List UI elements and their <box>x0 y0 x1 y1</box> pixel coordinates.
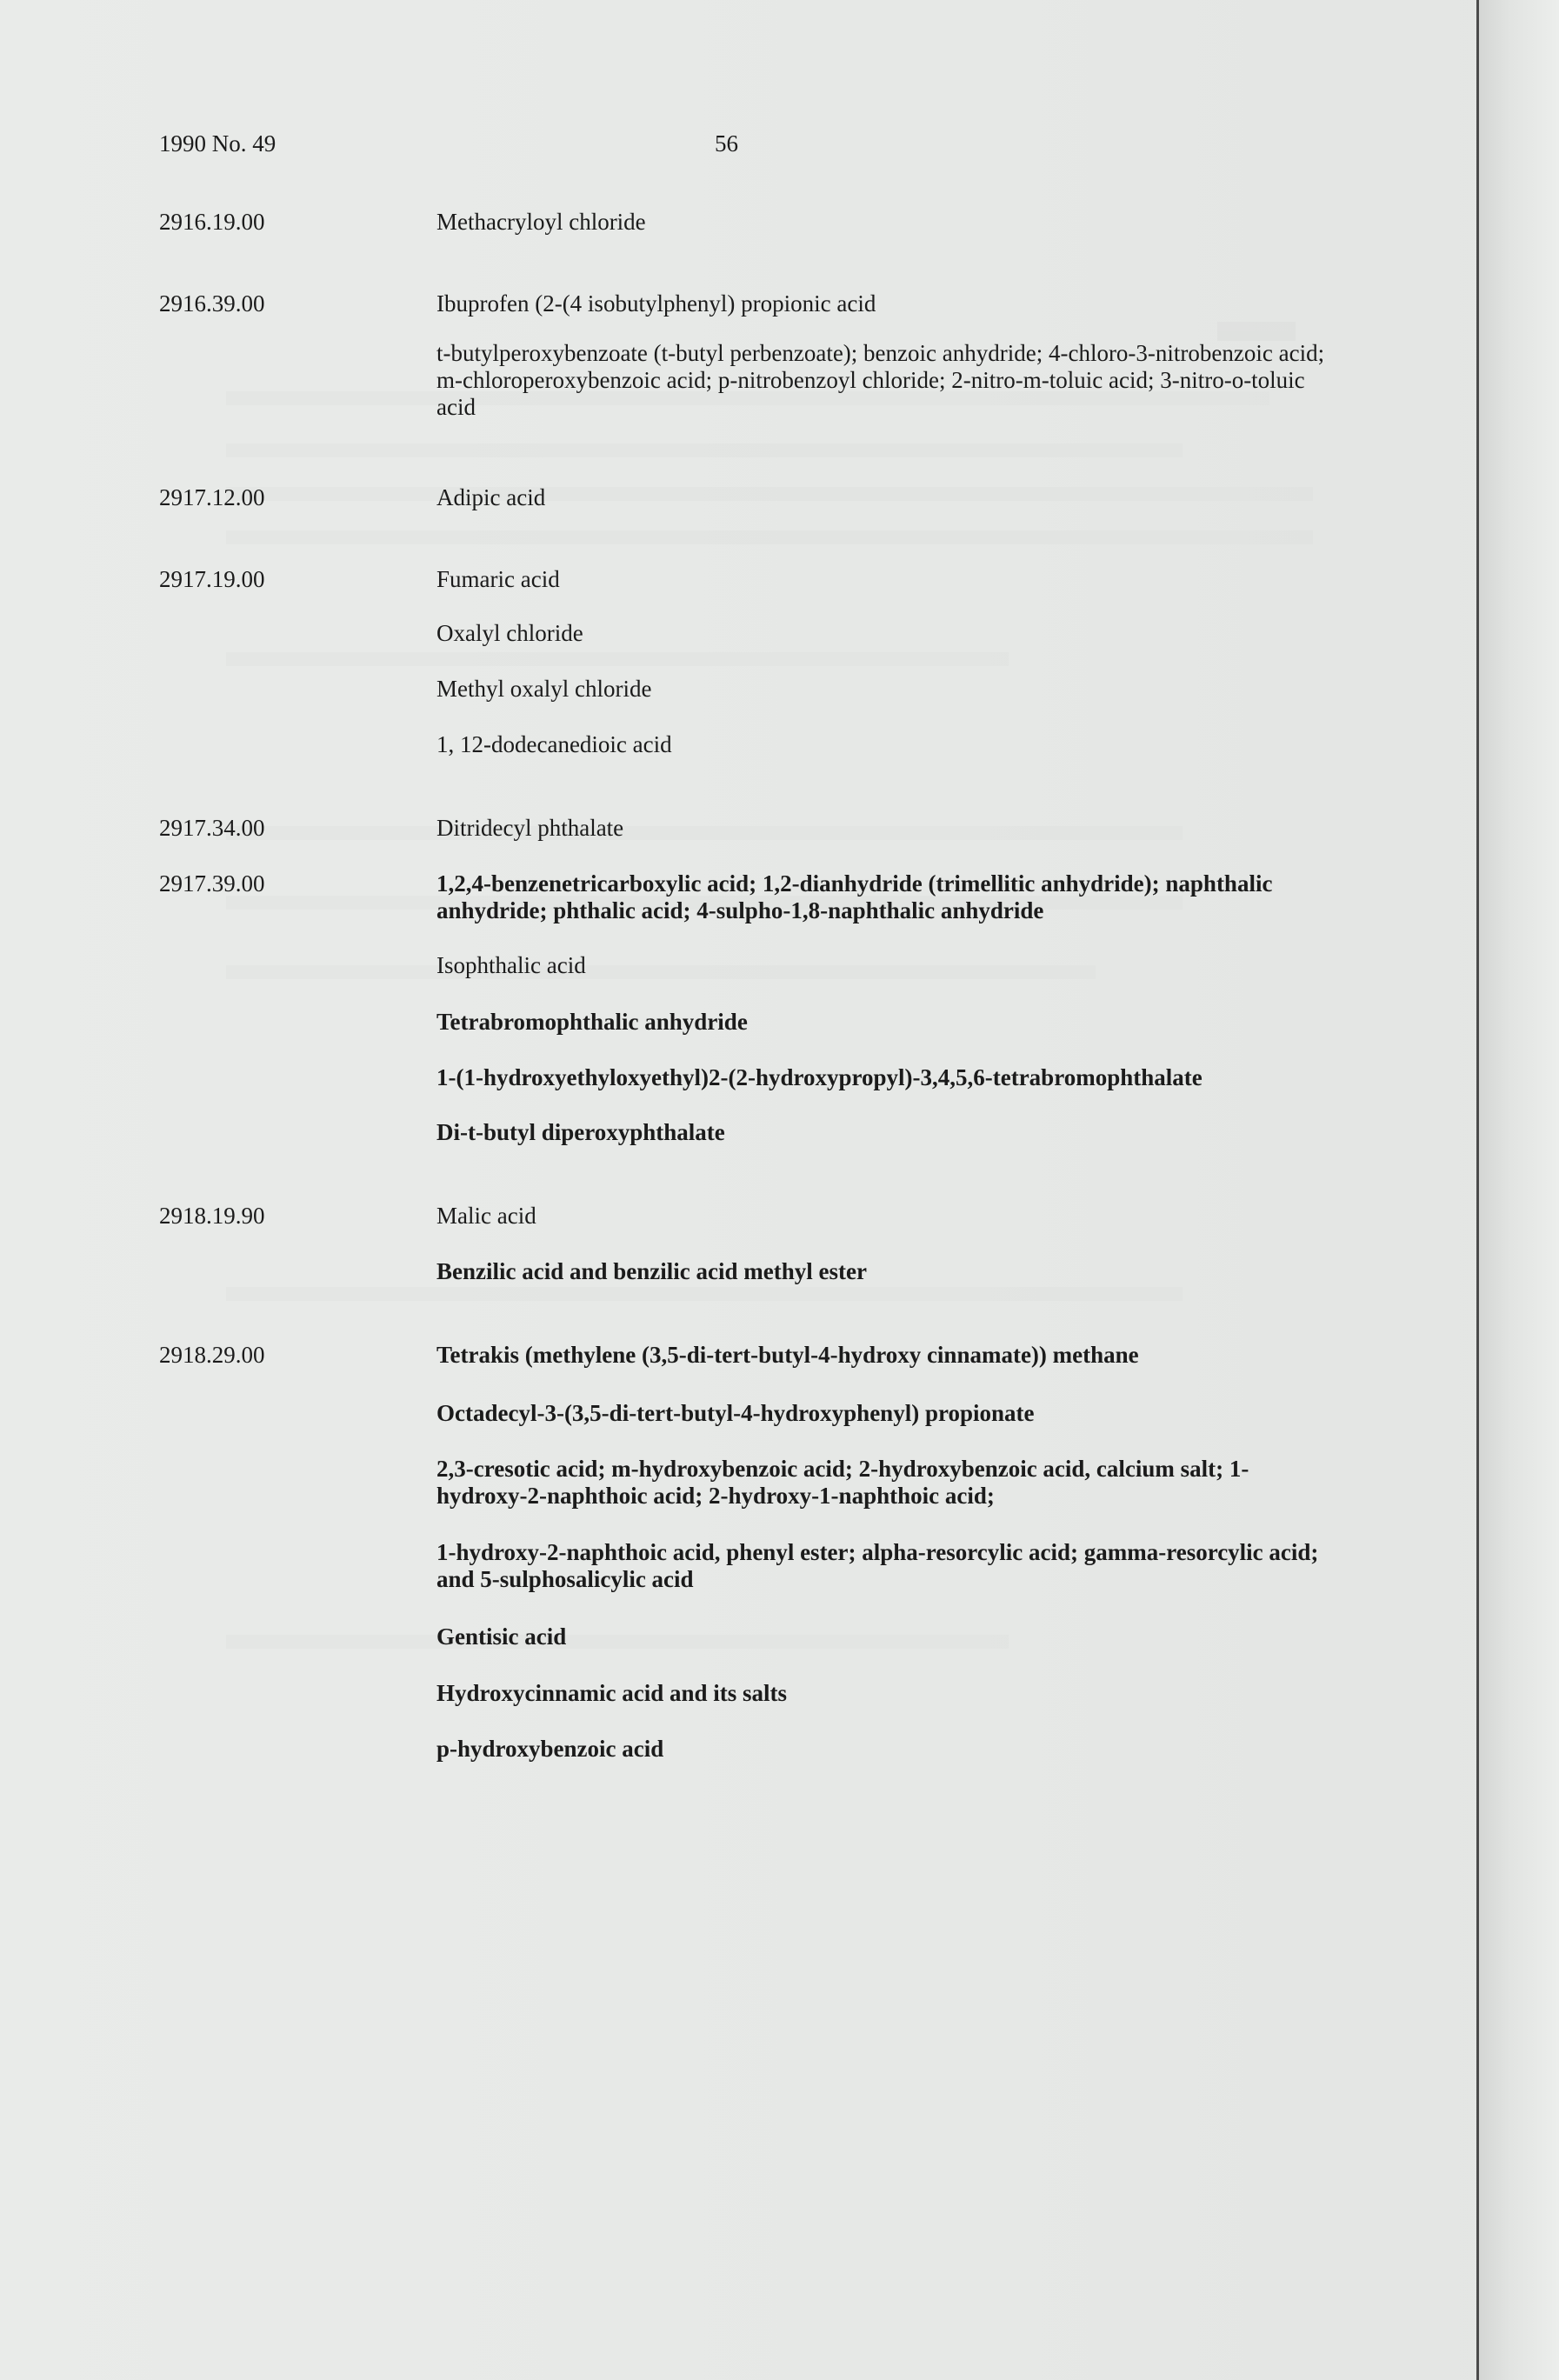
item-description: Oxalyl chloride <box>436 620 583 646</box>
tariff-code: 2917.34.00 <box>159 815 265 841</box>
item-description: 2,3-cresotic acid; m-hydroxybenzoic acid; 2-hydroxybenzoic acid, calcium salt; 1-hydroxy-2-naphthoic acid; 2-hydroxy-1-naphthoic acid; <box>436 1456 1249 1509</box>
item-description: Isophthalic acid <box>436 952 586 978</box>
page-edge-shadow <box>1479 0 1559 2380</box>
item-description: 1,2,4-benzenetricarboxylic acid; 1,2-dianhydride (trimellitic anhydride); naphthalic anhydride; phthalic acid; 4-sulpho-1,8-naphthalic anhydride <box>436 870 1273 923</box>
tariff-code: 2918.29.00 <box>159 1342 265 1368</box>
item-description: 1, 12-dodecanedioic acid <box>436 731 672 757</box>
tariff-code: 2917.39.00 <box>159 870 265 897</box>
item-description: Ditridecyl phthalate <box>436 815 624 841</box>
item-description: Methyl oxalyl chloride <box>436 676 652 702</box>
item-description: Hydroxycinnamic acid and its salts <box>436 1680 788 1706</box>
document-reference: 1990 No. 49 <box>159 130 276 157</box>
tariff-code: 2918.19.90 <box>159 1203 265 1229</box>
item-description: t-butylperoxybenzoate (t-butyl perbenzoate); benzoic anhydride; 4-chloro-3-nitrobenzoic acid; m-chloroperoxybenzoic acid; p-nitrobenzoyl chloride; 2-nitro-m-toluic acid; 3-nitro-o-toluic acid <box>436 340 1325 420</box>
tariff-code: 2917.19.00 <box>159 566 265 592</box>
item-description: 1-hydroxy-2-naphthoic acid, phenyl ester; alpha-resorcylic acid; gamma-resorcylic acid; and 5-sulphosalicylic acid <box>436 1539 1319 1592</box>
item-description: p-hydroxybenzoic acid <box>436 1736 664 1762</box>
tariff-code: 2916.39.00 <box>159 290 265 317</box>
page-number: 56 <box>715 130 738 157</box>
item-description: Adipic acid <box>436 484 546 510</box>
item-description: Fumaric acid <box>436 566 560 592</box>
item-description: Benzilic acid and benzilic acid methyl ester <box>436 1258 867 1284</box>
item-description: Malic acid <box>436 1203 536 1229</box>
item-description: Di-t-butyl diperoxyphthalate <box>436 1119 725 1145</box>
item-description: Octadecyl-3-(3,5-di-tert-butyl-4-hydroxyphenyl) propionate <box>436 1400 1035 1426</box>
item-description: Tetrabromophthalic anhydride <box>436 1009 748 1035</box>
item-description: Ibuprofen (2-(4 isobutylphenyl) propionic acid <box>436 290 876 317</box>
item-description: 1-(1-hydroxyethyloxyethyl)2-(2-hydroxypropyl)-3,4,5,6-tetrabromophthalate <box>436 1064 1203 1090</box>
tariff-code: 2916.19.00 <box>159 209 265 235</box>
item-description: Methacryloyl chloride <box>436 209 646 235</box>
item-description: Tetrakis (methylene (3,5-di-tert-butyl-4-hydroxy cinnamate)) methane <box>436 1342 1139 1368</box>
tariff-code: 2917.12.00 <box>159 484 265 510</box>
item-description: Gentisic acid <box>436 1623 567 1650</box>
